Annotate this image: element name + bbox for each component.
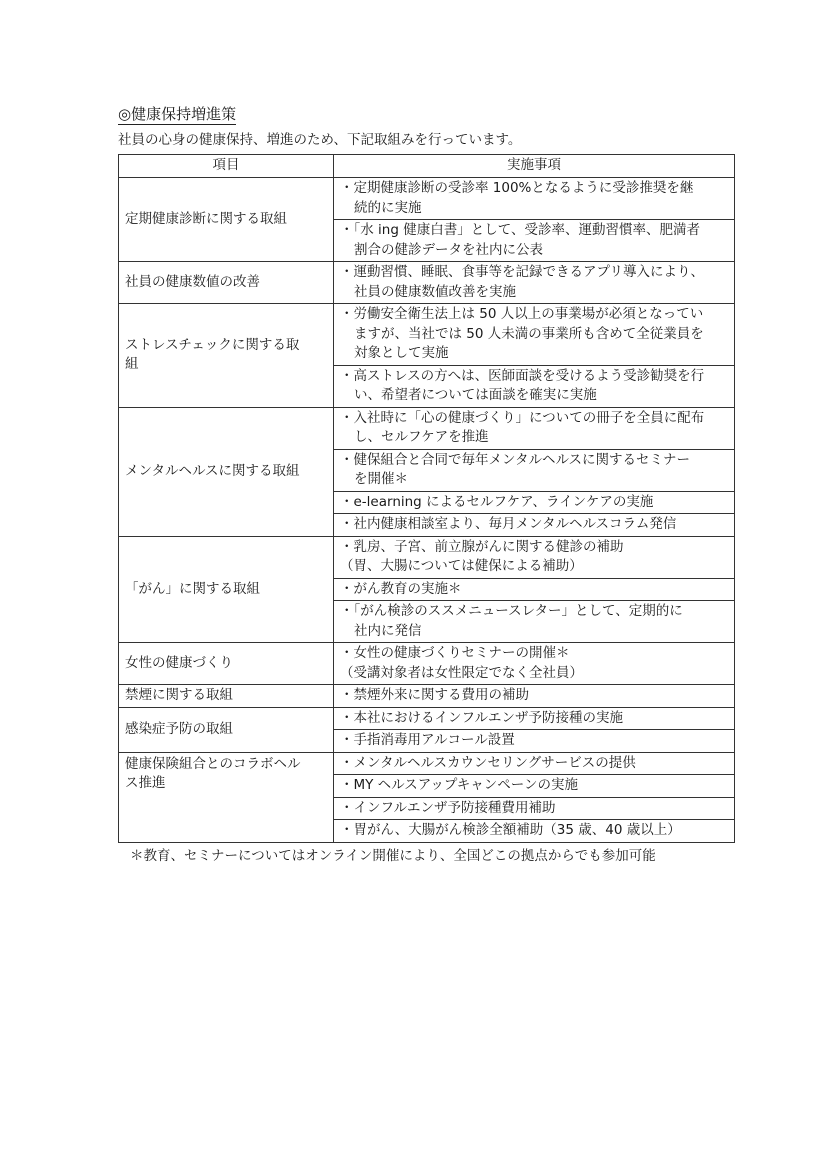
- measure-text: を開催＊: [354, 471, 408, 487]
- section-title: ◎健康保持増進策: [118, 105, 237, 123]
- table-row: [119, 304, 735, 366]
- table-row: [119, 262, 735, 304]
- table-row: [119, 536, 735, 578]
- item-label: 健康保険組合とのコラボヘル: [125, 755, 301, 772]
- measure-cell: [334, 514, 735, 537]
- table-row: [119, 685, 735, 708]
- item-cell: [119, 262, 334, 304]
- item-label: 定期健康診断に関する取組: [125, 210, 287, 227]
- header-item: 項目: [119, 155, 334, 178]
- measure-text: 対象として実施: [354, 345, 449, 361]
- measure-text: 社員の健康数値改善を実施: [354, 283, 516, 300]
- measure-text: 割合の健診データを社内に公表: [354, 241, 543, 258]
- item-cell: [119, 643, 334, 685]
- measure-text: ・インフルエンザ予防接種費用補助: [340, 799, 556, 816]
- health-measures-table: [118, 154, 735, 843]
- measure-text: ・入社時に「心の健康づくり」についての冊子を全員に配布: [340, 409, 705, 426]
- item-label: 感染症予防の取組: [125, 720, 233, 737]
- item-label: ス推進: [125, 775, 166, 791]
- item-label: 社員の健康数値の改善: [125, 273, 260, 290]
- item-label: 禁煙に関する取組: [125, 687, 233, 703]
- measure-text: ・社内健康相談室より、毎月メンタルヘルスコラム発信: [340, 516, 677, 532]
- measure-text: ・禁煙外来に関する費用の補助: [340, 687, 529, 703]
- table-row: [119, 752, 735, 775]
- measure-cell: [334, 536, 735, 578]
- measure-text: 続的に実施: [354, 199, 422, 216]
- item-cell: [119, 685, 334, 708]
- measure-cell: [334, 178, 735, 220]
- table-row: [119, 643, 735, 685]
- table-row: [119, 707, 735, 730]
- measure-text: ・労働安全衛生法上は 50 人以上の事業場が必須となってい: [340, 306, 704, 322]
- measure-text: ・運動習慣、睡眠、食事等を記録できるアプリ導入により、: [340, 264, 704, 280]
- measure-text: ・女性の健康づくりセミナーの開催＊: [340, 645, 570, 661]
- measure-cell: [334, 820, 735, 843]
- measure-cell: [334, 491, 735, 514]
- measure-text: ますが、当社では 50 人未満の事業所も含めて全従業員を: [354, 325, 704, 342]
- measure-text: ・定期健康診断の受診率 100%となるように受診推奨を継: [340, 180, 694, 196]
- measure-text: し、セルフケアを推進: [354, 429, 489, 445]
- item-cell: [119, 752, 334, 842]
- measure-cell: [334, 304, 735, 366]
- measure-text: （胃、大腸については健保による補助）: [340, 558, 583, 574]
- measure-cell: [334, 407, 735, 449]
- measure-text: ・「水 ing 健康白書」として、受診率、運動習慣率、肥満者: [340, 222, 700, 238]
- measure-cell: [334, 601, 735, 643]
- measure-text: ・「がん検診のススメニュースレター」として、定期的に: [340, 603, 683, 619]
- intro-text: 社員の心身の健康保持、増進のため、下記取組みを行っています。: [118, 132, 522, 148]
- item-label: 「がん」に関する取組: [125, 580, 260, 597]
- item-label: メンタルヘルスに関する取組: [125, 462, 300, 479]
- measure-text: ・健保組合と合同で毎年メンタルヘルスに関するセミナー: [340, 451, 691, 468]
- item-cell: [119, 707, 334, 752]
- item-cell: [119, 304, 334, 408]
- table-header-row: [119, 155, 735, 178]
- measure-cell: [334, 730, 735, 753]
- item-cell: [119, 536, 334, 643]
- footnote: ＊教育、セミナーについてはオンライン開催により、全国どこの拠点からでも参加可能: [130, 848, 656, 864]
- measure-cell: [334, 262, 735, 304]
- measure-text: （受講対象者は女性限定でなく全社員）: [340, 664, 583, 681]
- measure-cell: [334, 752, 735, 775]
- measure-text: ・e-learning によるセルフケア、ラインケアの実施: [340, 493, 654, 510]
- measure-text: ・高ストレスの方へは、医師面談を受けるよう受診勧奨を行: [340, 367, 705, 384]
- measure-cell: [334, 707, 735, 730]
- item-cell: [119, 407, 334, 536]
- measure-cell: [334, 685, 735, 708]
- measure-text: ・メンタルヘルスカウンセリングサービスの提供: [340, 754, 636, 771]
- measure-text: い、希望者については面談を確実に実施: [354, 387, 597, 403]
- item-label: 組: [125, 356, 139, 373]
- measure-text: ・乳房、子宮、前立腺がんに関する健診の補助: [340, 538, 624, 555]
- table-row: [119, 407, 735, 449]
- header-measures: 実施事項: [334, 155, 735, 178]
- measure-cell: [334, 643, 735, 685]
- measure-cell: [334, 449, 735, 491]
- measure-text: ・胃がん、大腸がん検診全額補助（35 歳、40 歳以上）: [340, 822, 681, 838]
- measure-text: 社内に発信: [354, 622, 422, 639]
- measure-text: ・本社におけるインフルエンザ予防接種の実施: [340, 709, 623, 726]
- item-label: ストレスチェックに関する取: [125, 336, 300, 353]
- measure-cell: [334, 775, 735, 798]
- measure-cell: [334, 365, 735, 407]
- item-cell: [119, 178, 334, 262]
- table-row: [119, 178, 735, 220]
- measure-text: ・がん教育の実施＊: [340, 580, 462, 597]
- measure-text: ・手指消毒用アルコール設置: [340, 732, 515, 748]
- measure-cell: [334, 797, 735, 820]
- measure-cell: [334, 220, 735, 262]
- item-label: 女性の健康づくり: [125, 654, 233, 671]
- measure-text: ・MY ヘルスアップキャンペーンの実施: [340, 777, 579, 793]
- measure-cell: [334, 578, 735, 601]
